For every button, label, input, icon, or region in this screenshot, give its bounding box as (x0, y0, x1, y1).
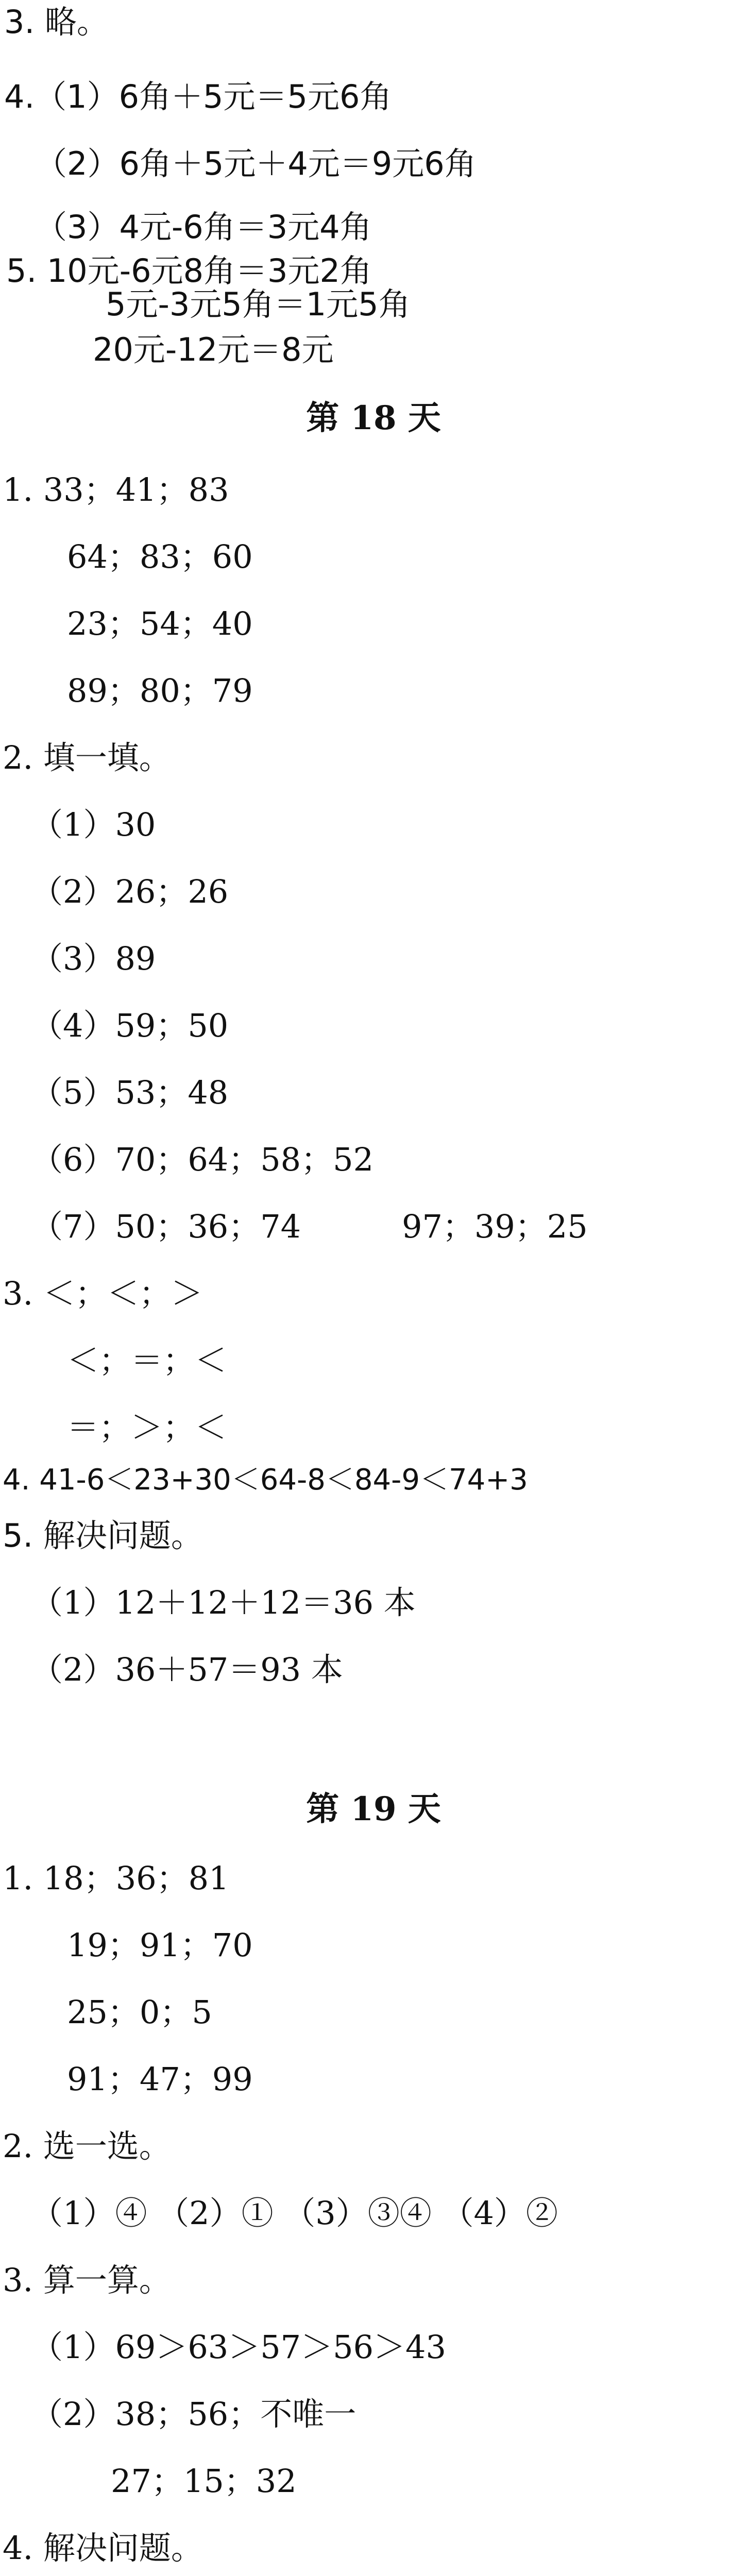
answer-line: 64；83；60 (67, 538, 253, 575)
question-label: 5. 解决问题。 (3, 1517, 203, 1554)
answer-line: 89；80；79 (67, 672, 253, 709)
answer-line: （5）53；48 (31, 1074, 229, 1111)
answer-line: （1）30 (31, 806, 156, 843)
answer-line: （1）12＋12＋12＝36 本 (31, 1584, 416, 1621)
answer-line: 1. 33；41；83 (3, 471, 229, 509)
answer-line: （3）4元-6角＝3元4角 (35, 208, 372, 246)
answer-line: （7）50；36；74 (31, 1208, 301, 1245)
answer-line: 5. 10元-6元8角＝3元2角 (6, 252, 372, 290)
answer-line: （4）59；50 (31, 1007, 229, 1044)
answer-line: 97；39；25 (402, 1208, 588, 1245)
question-label: 3. 算一算。 (3, 2261, 171, 2299)
answer-line: （2）6角＋5元＋4元＝9元6角 (35, 145, 477, 182)
answer-line: 5元-3元5角＝1元5角 (106, 285, 411, 323)
answer-line: （3）89 (31, 940, 156, 977)
answer-line: 27；15；32 (111, 2462, 297, 2500)
answer-line: 1. 18；36；81 (3, 1859, 229, 1897)
question-label: 4. 解决问题。 (3, 2529, 203, 2567)
answer-line: 20元-12元＝8元 (93, 331, 334, 368)
answer-line: 91；47；99 (67, 2060, 253, 2098)
question-label: 2. 填一填。 (3, 739, 171, 776)
section-title: 第 18 天 (306, 399, 441, 437)
answer-line: 19；91；70 (67, 1926, 253, 1964)
answer-line: 23；54；40 (67, 605, 253, 642)
answer-line: （2）26；26 (31, 873, 229, 910)
answer-line: （2）36＋57＝93 本 (31, 1651, 343, 1688)
answer-line: 4. 41-6＜23+30＜64-8＜84-9＜74+3 (3, 1463, 528, 1497)
section-title: 第 19 天 (306, 1790, 441, 1828)
answer-line: 3. 略。 (4, 3, 109, 41)
answer-line: 4.（1）6角＋5元＝5元6角 (4, 78, 392, 115)
answer-line: （2）38；56；不唯一 (31, 2395, 356, 2433)
answer-line: 25；0；5 (67, 1993, 212, 2031)
answer-line: 3. ＜；＜；＞ (3, 1275, 203, 1312)
answer-line: ＝；＞；＜ (67, 1409, 227, 1446)
answer-line: （6）70；64；58；52 (31, 1141, 374, 1178)
answer-line: （1）④ （2）① （3）③④ （4）② (31, 2194, 558, 2232)
answer-line: （1）69＞63＞57＞56＞43 (31, 2328, 446, 2366)
answer-line: ＜；＝；＜ (67, 1342, 227, 1379)
question-label: 2. 选一选。 (3, 2127, 171, 2165)
